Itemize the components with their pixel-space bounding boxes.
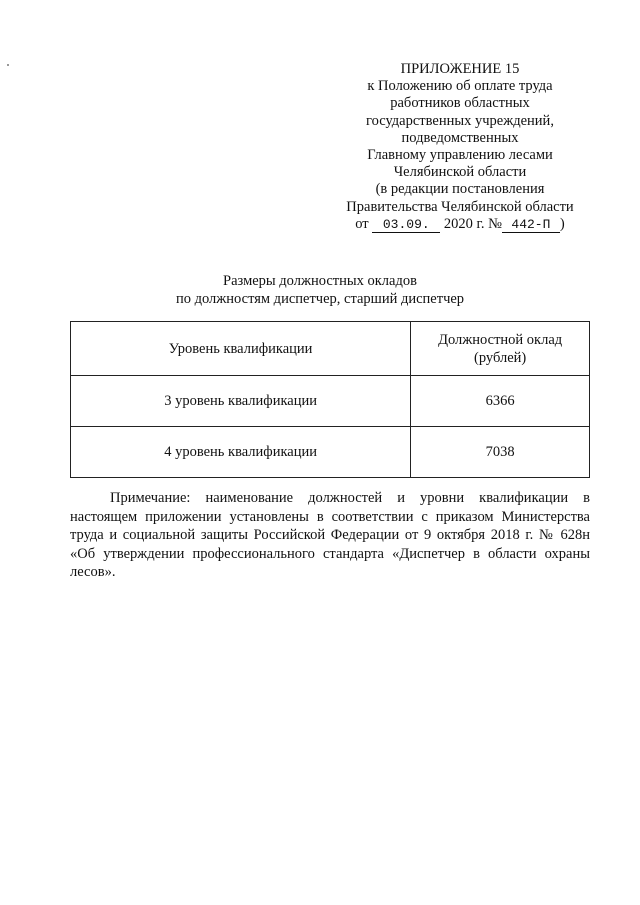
header-line-7: Челябинской области bbox=[393, 164, 527, 181]
table-row bbox=[71, 427, 590, 478]
salary-table bbox=[70, 321, 590, 478]
title-line-2: по должностям диспетчер, старший диспетчер bbox=[175, 291, 465, 307]
resolution-date: 03.09. bbox=[372, 218, 440, 233]
col-header-salary-line-1: Должностной оклад bbox=[438, 331, 563, 348]
note-paragraph: Примечание: наименование должностей и уровни квалификации в настоящем приложении установлены в соответствии с приказом Министерства труда и социальной защиты Российской Федерации от 9 октября 2018 г. № 628н «Об утверждении профессионального стандарта «Диспетчер в области охраны лесов». bbox=[70, 490, 590, 581]
cell-salary: 6366 bbox=[411, 376, 590, 427]
header-line-6: Главному управлению лесами bbox=[367, 147, 553, 164]
date-prefix: от bbox=[355, 215, 369, 232]
col-header-level: Уровень квалификации bbox=[71, 322, 411, 376]
cell-level: 4 уровень квалификации bbox=[71, 427, 411, 478]
close-paren: ) bbox=[559, 215, 565, 232]
resolution-date-line bbox=[330, 216, 590, 233]
year-text: 2020 г. № bbox=[443, 215, 502, 232]
title-line-1: Размеры должностных окладов bbox=[223, 273, 417, 289]
header-line-3: работников областных bbox=[390, 95, 530, 112]
col-header-salary bbox=[411, 322, 590, 376]
header-line-4: государственных учреждений, bbox=[366, 112, 554, 129]
cell-level: 3 уровень квалификации bbox=[71, 376, 411, 427]
header-line-1: ПРИЛОЖЕНИЕ 15 bbox=[400, 61, 520, 77]
resolution-number: 442-П bbox=[502, 218, 560, 233]
scan-speck bbox=[7, 64, 9, 66]
header-line-2: к Положению об оплате труда bbox=[367, 78, 553, 95]
header-line-9: Правительства Челябинской области bbox=[346, 198, 574, 215]
header-line-5: подведомственных bbox=[401, 129, 519, 146]
document-title bbox=[0, 272, 640, 308]
header-line-8: (в редакции постановления bbox=[375, 181, 545, 198]
table-row bbox=[71, 376, 590, 427]
cell-salary: 7038 bbox=[411, 427, 590, 478]
appendix-header bbox=[330, 61, 590, 233]
table-header-row bbox=[71, 322, 590, 376]
col-header-salary-line-2: (рублей) bbox=[474, 349, 527, 366]
